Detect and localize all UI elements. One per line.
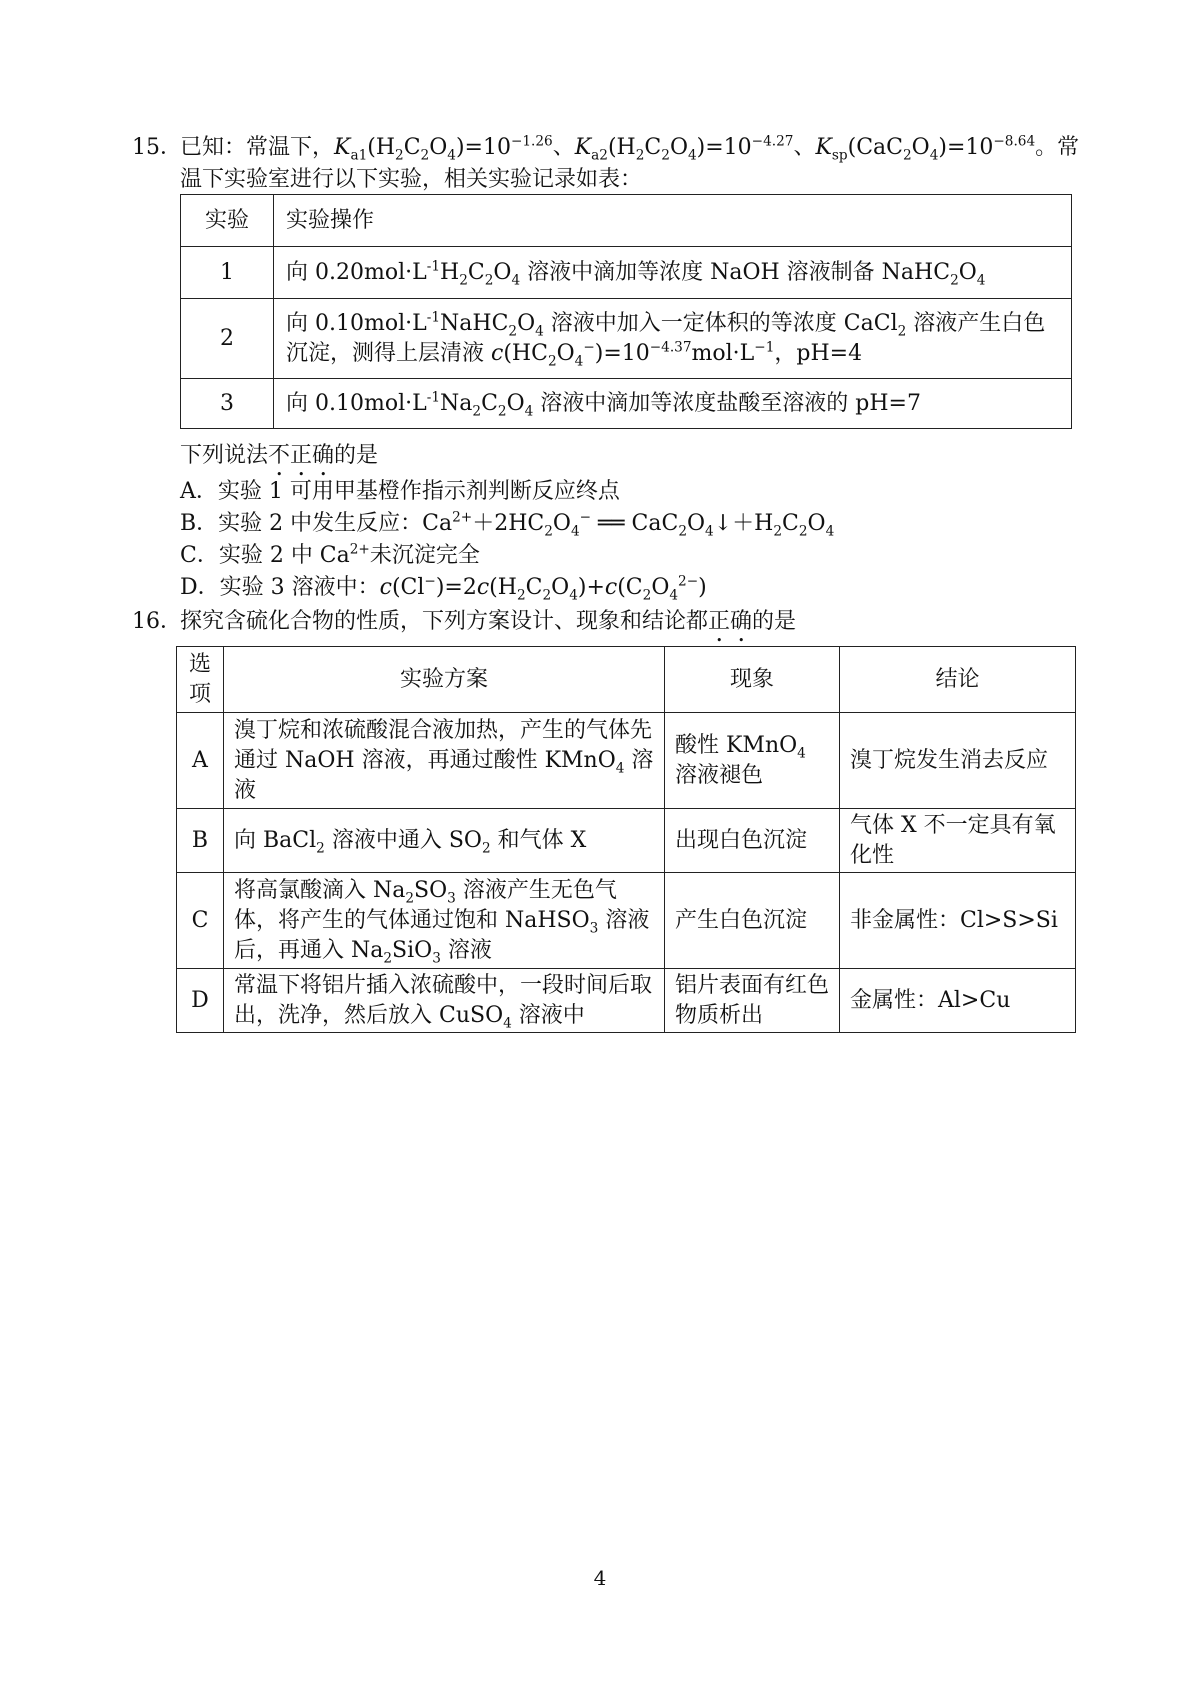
table-row: 2 向 $0.10mol\cdot L^{-1}NaHC_2O_4$ 溶液中加入一定体积的等浓度 CaCl$_2$ 溶液产生白色 沉淀，测得上层清液 $c(HC_2O_4^-)=10^{-4.37}mol\cdot L^{-1}$，pH=4	[181, 299, 1072, 379]
table-row: C 将高氯酸滴入 $Na_2SO_3$ 溶液产生无色气体，将产生的气体通过饱和 NaHSO$_3$ 溶液后，再通入 $Na_2SiO_3$ 溶液 产生白色沉淀 非金属性：Cl>S>Si	[177, 873, 1076, 969]
q16-number: 16．	[132, 609, 182, 634]
q15-line1: 15．已知：常温下，$K_{a1}(H_2C_2O_4)=10^{-1.26}$、$K_{a2}(H_2C_2O_4)=10^{-4.27}$、$K_{sp}(CaC_2O_4)=10^{-8.64}$。常	[132, 133, 1080, 164]
table-header-row	[181, 195, 1072, 247]
table-row: D 常温下将铝片插入浓硫酸中，一段时间后取出，洗净，然后放入 CuSO$_4$ 溶液中 铝片表面有红色物质析出 金属性：Al>Cu	[177, 969, 1076, 1033]
table-header-row	[177, 647, 1076, 713]
header-operation: 实验操作	[274, 195, 1072, 247]
table-row: 3 向 $0.10mol\cdot L^{-1}Na_2C_2O_4$ 溶液中滴加等浓度盐酸至溶液的 pH=7	[181, 379, 1072, 429]
q15-experiment-table	[180, 194, 1072, 429]
q15-prompt: 下列说法不正确的是	[180, 443, 379, 468]
header-phenomenon: 现象	[665, 647, 840, 713]
header-conclusion: 结论	[840, 647, 1076, 713]
q15-option-c: C．实验 2 中 $Ca^{2+}$未沉淀完全	[180, 541, 480, 568]
q16-options-table	[176, 646, 1076, 1033]
q15-number: 15．	[132, 135, 182, 160]
header-experiment: 实验	[181, 195, 274, 247]
q15-line2: 温下实验室进行以下实验，相关实验记录如表：	[180, 167, 643, 192]
q15-option-a: A．实验 1 可用甲基橙作指示剂判断反应终点	[180, 479, 620, 504]
table-row: A 溴丁烷和浓硫酸混合液加热，产生的气体先通过 NaOH 溶液，再通过酸性 KMnO$_4$ 溶液 酸性 KMnO$_4$ 溶液褪色 溴丁烷发生消去反应	[177, 713, 1076, 809]
table-row: B 向 BaCl$_2$ 溶液中通入 $SO_2$ 和气体 X 出现白色沉淀 气体 X 不一定具有氧化性	[177, 809, 1076, 873]
page-number: 4	[593, 1566, 607, 1590]
row1-operation: 向 $0.20mol\cdot L^{-1}H_2C_2O_4$ 溶液中滴加等浓度 NaOH 溶液制备 $NaHC_2O_4$	[274, 247, 1072, 299]
header-plan: 实验方案	[224, 647, 665, 713]
q15-option-d: D．实验 3 溶液中：$c(Cl^-)=2c(H_2C_2O_4)+c(C_2O_4^{2-})$	[180, 573, 707, 604]
header-option: 选项	[177, 647, 224, 713]
q16-stem: 16．探究含硫化合物的性质，下列方案设计、现象和结论都正确的是	[132, 606, 1092, 647]
row3-operation: 向 $0.10mol\cdot L^{-1}Na_2C_2O_4$ 溶液中滴加等浓度盐酸至溶液的 pH=7	[274, 379, 1072, 429]
table-row: 1 向 $0.20mol\cdot L^{-1}H_2C_2O_4$ 溶液中滴加等浓度 NaOH 溶液制备 $NaHC_2O_4$	[181, 247, 1072, 299]
q15-option-b: B．实验 2 中发生反应：$Ca^{2+}+2HC_2O_4^-$ ══ $CaC_2O_4↓+H_2C_2O_4$	[180, 509, 835, 540]
row2-operation: 向 $0.10mol\cdot L^{-1}NaHC_2O_4$ 溶液中加入一定体积的等浓度 CaCl$_2$ 溶液产生白色 沉淀，测得上层清液 $c(HC_2O_4^-)=10^{-4.37}mol\cdot L^{-1}$，pH=4	[274, 299, 1072, 379]
